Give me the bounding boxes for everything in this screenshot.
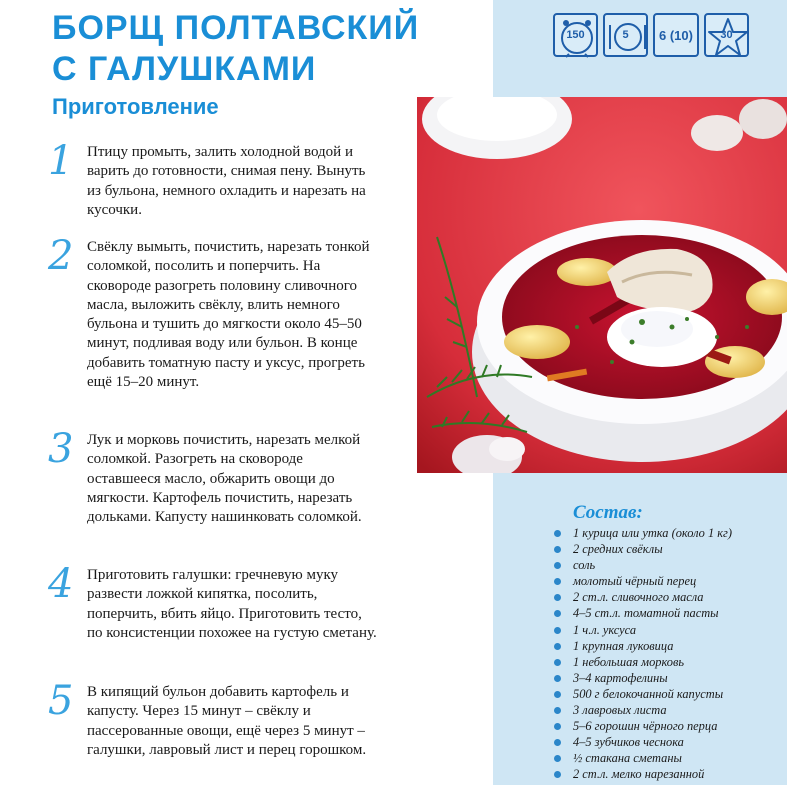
ingredient-item: 4–5 зубчиков чеснока — [553, 734, 783, 750]
ingredient-item: 1 небольшая морковь — [553, 654, 783, 670]
ingredient-item: соль — [553, 557, 783, 573]
ingredient-item: ½ стакана сметаны — [553, 750, 783, 766]
ingredients-panel — [553, 502, 783, 783]
step-number: 2 — [48, 233, 74, 279]
step-text: Свёклу вымыть, почистить, нарезать тонкой соломкой, посолить и поперчить. На сковороде разогреть половину сливочного масла, выложить свёклу, влить немного бульона и тушить до мягкости около 45–50 минут, подливая воду или бульон. В конце добавить томатную пасту и уксус, прогреть ещё 15–20 минут. — [87, 239, 370, 391]
ingredient-item: 3–4 картофелины — [553, 670, 783, 686]
ingredient-item: 1 крупная луковица — [553, 638, 783, 654]
ingredient-item: 2 ст.л. мелко нарезанной — [553, 766, 783, 782]
ingredients-heading: Состав: — [573, 502, 643, 523]
step-number: 5 — [48, 678, 74, 724]
portions-value: 6 (10) — [659, 27, 693, 43]
title-line-2: С ГАЛУШКАМИ — [52, 50, 317, 88]
ingredient-item: 5–6 горошин чёрного перца — [553, 718, 783, 734]
recipe-title — [52, 8, 482, 90]
step-text: В кипящий бульон добавить картофель и капусту. Через 15 минут – свёклу и пассерованные овощи, ещё через 5 минут – галушки, лавровый лист и перец горошком. — [87, 684, 367, 758]
ingredient-item: 4–5 ст.л. томатной пасты — [553, 605, 783, 621]
ingredient-item: 3 лавровых листа — [553, 702, 783, 718]
step-number: 1 — [48, 138, 74, 184]
borscht-photo — [417, 97, 787, 473]
title-line-1: БОРЩ ПОЛТАВСКИЙ — [52, 9, 420, 47]
ingredient-item: молотый чёрный перец — [553, 573, 783, 589]
ingredient-item: 1 ч.л. уксуса — [553, 622, 783, 638]
step-text: Приготовить галушки: гречневую муку развести ложкой кипятка, посолить, поперчить, вбить яйцо. Приготовить тесто, по консистенции похожее на густую сметану. — [87, 567, 377, 641]
ingredients-list — [553, 525, 783, 783]
ingredient-item: 2 ст.л. сливочного масла — [553, 589, 783, 605]
ingredient-item: 500 г белокочанной капусты — [553, 686, 783, 702]
servings-plate-icon — [603, 13, 648, 57]
step-number: 4 — [48, 561, 74, 607]
section-heading: Приготовление — [52, 94, 219, 119]
step-text: Лук и морковь почистить, нарезать мелкой соломкой. Разогреть на сковороде оставшееся масло, обжарить овощи до мягкости. Картофель почистить, нарезать дольками. Капусту нашинковать соломкой. — [87, 432, 362, 526]
difficulty-value: 30 — [720, 29, 733, 41]
step-text: Птицу промыть, залить холодной водой и варить до готовности, снимая пену. Вынуть из бульона, немного охладить и нарезать на кусочки. — [87, 144, 366, 218]
prep-time-clock-icon — [553, 13, 598, 57]
recipe-icons — [553, 13, 749, 57]
prep-time-value: 150 — [566, 29, 585, 41]
ingredient-item: 1 курица или утка (около 1 кг) — [553, 525, 783, 541]
difficulty-star-icon — [704, 13, 749, 57]
servings-value: 5 — [622, 29, 629, 41]
portions-icon — [653, 13, 699, 57]
ingredient-item: 2 средних свёклы — [553, 541, 783, 557]
step-number: 3 — [48, 426, 74, 472]
